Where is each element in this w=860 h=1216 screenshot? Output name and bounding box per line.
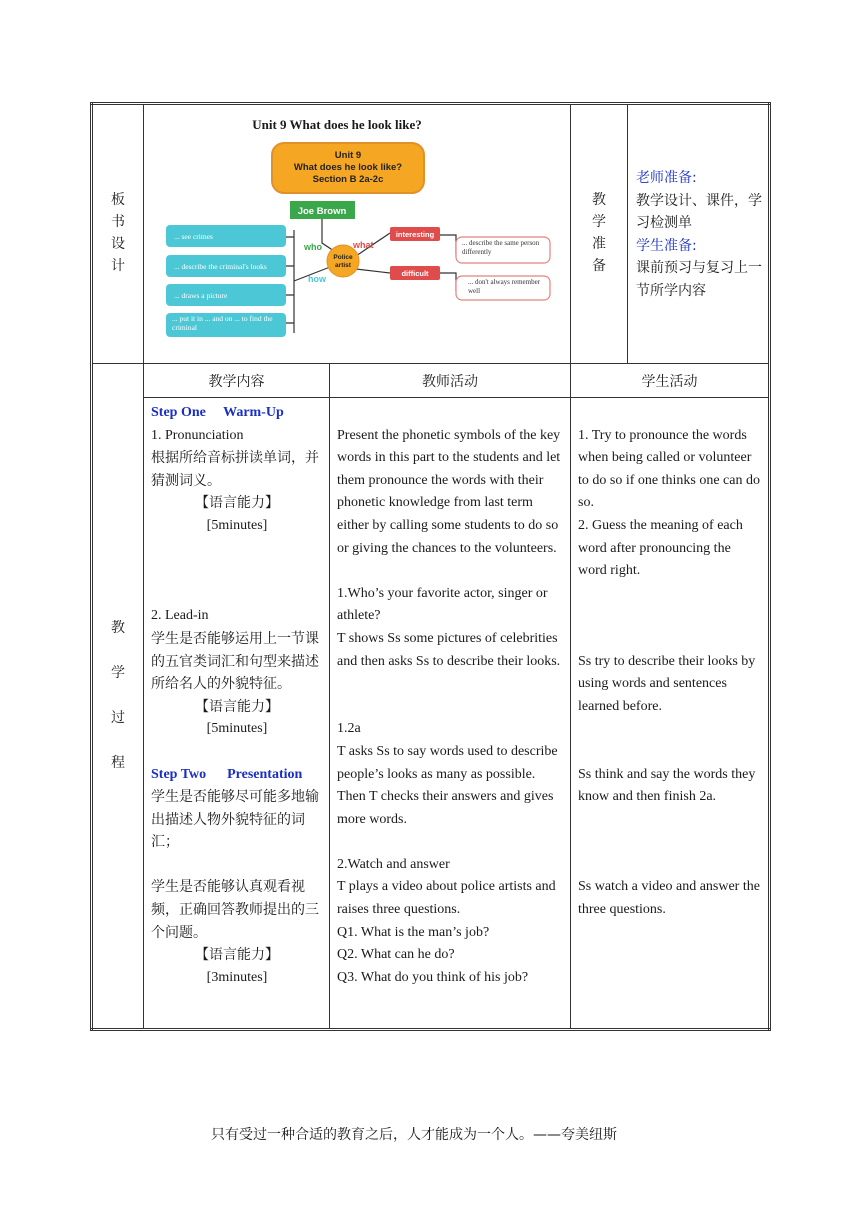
header-content: 教学内容 — [144, 364, 330, 398]
student-prep-text: 课前预习与复习上一节所学内容 — [636, 260, 762, 299]
teacher-activity-1: Present the phonetic symbols of the key words in this part to the students and let them pronounce the words with their phonetic knowledge from last term either by calling some students to do so or giving the chances to the volunteers. — [337, 427, 561, 556]
question-3: Q3. What do you think of his job? — [337, 969, 529, 985]
process-label: 教 学 过 程 — [92, 364, 144, 1030]
item-lead-in: 2. Lead-in — [151, 608, 209, 624]
mindmap-label-how: how — [308, 274, 326, 284]
mindmap-header-line3: Section B 2a-2c — [312, 174, 384, 185]
student-activity-3: Ss try to describe their looks by using words and sentences learned before. — [578, 653, 756, 714]
teacher-activity-4: T plays a video about police artists and raises three questions. — [337, 879, 556, 918]
teacher-prep-heading: 老师准备: — [636, 170, 697, 186]
student-activity-5: Ss watch a video and answer the three questions. — [578, 879, 760, 918]
question-2: Q2. What can he do? — [337, 947, 455, 963]
teacher-prep-text: 教学设计、课件，学习检测单 — [636, 192, 762, 231]
step-one-title: Step One Warm-Up — [151, 405, 284, 420]
mindmap-diagram — [144, 133, 571, 355]
student-prep-heading: 学生准备: — [636, 237, 697, 254]
teacher-activity-2-question: 1.Who’s your favorite actor, singer or athlete? — [337, 585, 548, 624]
student-activity-1: 1. Try to pronounce the words when being called or volunteer to do so if one thinks one can do so. — [578, 427, 760, 511]
header-student: 学生活动 — [571, 364, 770, 398]
ability-tag: 【语言能力】 — [195, 947, 279, 964]
mindmap-svg — [144, 133, 571, 355]
student-activity-2: 2. Guess the meaning of each word after pronouncing the word right. — [578, 517, 743, 579]
header-teacher: 教师活动 — [330, 364, 571, 398]
content-column — [144, 398, 330, 1030]
mindmap-label-what: what — [353, 240, 374, 250]
item-vocab-desc: 学生是否能够尽可能多地输出描述人物外貌特征的词汇； — [151, 789, 319, 851]
mindmap-right-item: ... don't always remember well — [468, 278, 541, 295]
mindmap-header-line1: Unit 9 — [334, 150, 362, 161]
prep-label: 教 学 准 备 — [571, 104, 628, 364]
board-design-label: 板 书 设 计 — [92, 104, 144, 364]
teacher-activity-3: T asks Ss to say words used to describe people’s looks as many as possible. Then T checks their answers and gives more words. — [337, 743, 558, 827]
teacher-activity-3-title: 1.2a — [337, 721, 361, 737]
item-pronunciation-desc: 根据所给音标拼读单词，并猜测词义。 — [151, 450, 319, 489]
mindmap-left-item: ... put it in ... and on ... to find the criminal — [172, 314, 273, 332]
step-two-title: Step Two Presentation — [151, 766, 303, 782]
teacher-column — [330, 398, 571, 1030]
mindmap-interesting: interesting — [395, 230, 435, 239]
mindmap-left-item: ... draws a picture — [174, 291, 228, 300]
item-lead-in-desc: 学生是否能够运用上一节课的五官类词汇和句型来描述所给名人的外貌特征。 — [151, 630, 319, 693]
mindmap-header-line2: What does he look like? — [293, 162, 403, 173]
board-title: Unit 9 What does he look like? — [252, 117, 422, 132]
item-video-desc: 学生是否能够认真观看视频，正确回答教师提出的三个问题。 — [151, 879, 319, 941]
mindmap-name-box: Joe Brown — [297, 206, 347, 217]
time-tag: [5minutes] — [206, 721, 268, 737]
time-tag: [5minutes] — [206, 517, 268, 533]
board-design-cell — [144, 104, 571, 364]
mindmap-left-item: ... see crimes — [174, 232, 213, 241]
mindmap-center-line2: artist — [335, 262, 351, 269]
student-column — [571, 398, 770, 1030]
prep-cell — [628, 104, 770, 364]
time-tag: [3minutes] — [206, 969, 268, 985]
teacher-activity-2: T shows Ss some pictures of celebrities and then asks Ss to describe their looks. — [337, 630, 561, 669]
mindmap-center-line1: Police — [333, 254, 353, 261]
ability-tag: 【语言能力】 — [195, 495, 279, 512]
mindmap-right-item: ... describe the same person differently — [462, 239, 540, 256]
lesson-plan-table — [90, 102, 771, 1031]
teacher-activity-4-title: 2.Watch and answer — [337, 856, 450, 872]
footer-quote: 只有受过一种合适的教育之后，人才能成为一个人。——夸美纽斯 — [211, 1127, 617, 1143]
ability-tag: 【语言能力】 — [195, 698, 279, 715]
mindmap-left-item: ... describe the criminal's looks — [174, 262, 267, 271]
item-pronunciation: 1. Pronunciation — [151, 427, 244, 443]
mindmap-label-who: who — [304, 242, 322, 252]
mindmap-difficult: difficult — [401, 269, 429, 278]
student-activity-4: Ss think and say the words they know and then finish 2a. — [578, 766, 756, 805]
question-1: Q1. What is the man’s job? — [337, 924, 490, 940]
